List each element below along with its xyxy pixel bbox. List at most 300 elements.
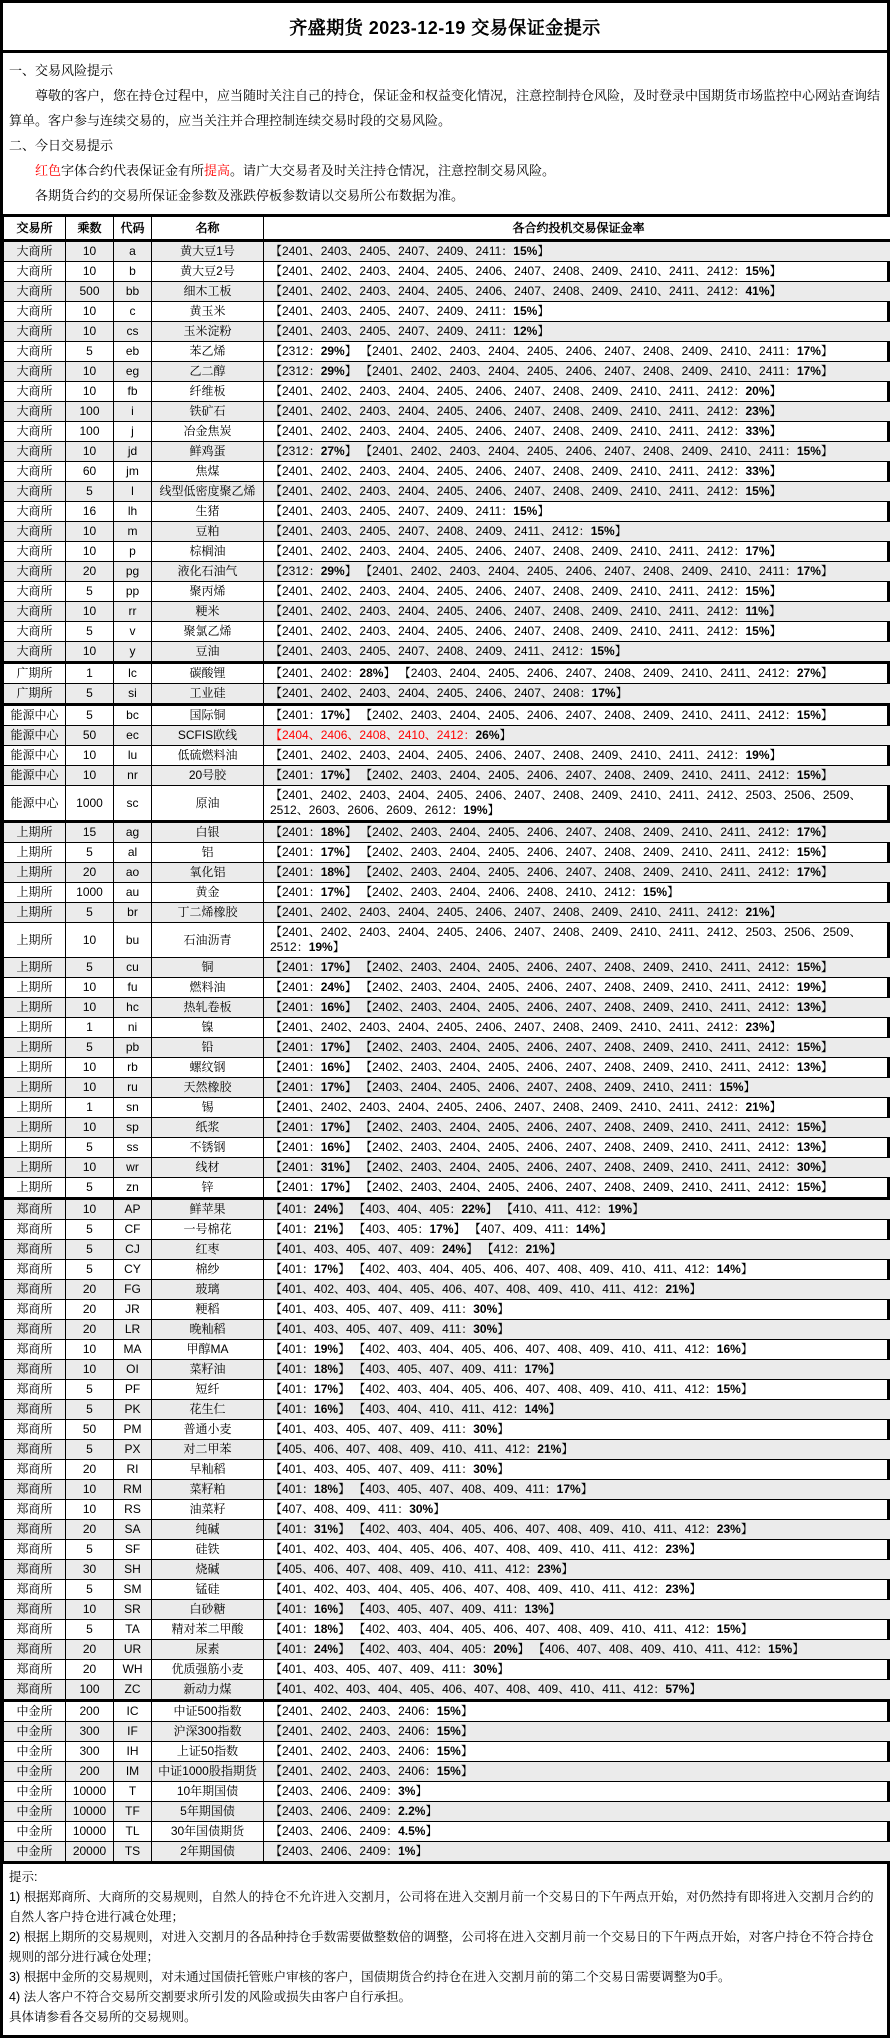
name-cell: 热轧卷板 [152, 998, 264, 1018]
table-row [4, 1300, 890, 1320]
bracket-close: 】 [821, 1160, 833, 1174]
bracket-close: 】 [741, 1522, 753, 1536]
margin-rate-value: 17% [321, 768, 345, 782]
multiplier-cell: 20 [66, 1300, 114, 1320]
contract-list: 【2401、2402、2403、2404、2405、2406、2407、2408、2409、2410、2411、2412、2503、2506、2509、2512： [270, 925, 862, 954]
contract-list: 【2401、2402、2403、2404、2405、2406、2407、2408、2409、2410、2411、2412： [270, 384, 745, 398]
name-cell: 5年期国债 [152, 1802, 264, 1822]
exchange-cell: 大商所 [4, 342, 66, 362]
contract-list: 【2401、2402、2403、2404、2405、2406、2407、2408、2409、2410、2411、2412： [270, 604, 745, 618]
bracket-close: 】 [345, 1120, 357, 1134]
contract-list: 【402、403、404、405、406、407、408、409、410、411、412： [353, 1342, 716, 1356]
contract-list: 【2401、2402： [270, 666, 359, 680]
margin-rate-value: 16% [321, 1060, 345, 1074]
table-row [4, 1380, 890, 1400]
name-cell: 甲醇MA [152, 1340, 264, 1360]
bracket-close: 】 [770, 748, 782, 762]
bracket-close: 】 [549, 1402, 561, 1416]
contract-list: 【402、403、404、405、406、407、408、409、410、411、412： [353, 1382, 716, 1396]
margin-rate-value: 15% [745, 624, 769, 638]
code-cell: v [114, 622, 152, 642]
name-cell: 红枣 [152, 1240, 264, 1260]
multiplier-cell: 20 [66, 1520, 114, 1540]
multiplier-cell: 200 [66, 1701, 114, 1722]
name-cell: 液化石油气 [152, 562, 264, 582]
bracket-close: 】 [345, 708, 357, 722]
margin-rate-value: 23% [537, 1562, 561, 1576]
multiplier-cell: 10 [66, 1360, 114, 1380]
table-row [4, 923, 890, 958]
exchange-cell: 大商所 [4, 642, 66, 663]
contract-list: 【401、402、403、404、405、406、407、408、409、410、411、412： [270, 1542, 665, 1556]
name-cell: 纸浆 [152, 1118, 264, 1138]
multiplier-cell: 10 [66, 542, 114, 562]
table-row [4, 542, 890, 562]
contract-list: 【2402、2403、2404、2405、2406、2407、2408、2409、2410、2411、2412： [360, 708, 797, 722]
margin-rate-value: 15% [797, 444, 821, 458]
multiplier-cell: 10 [66, 1158, 114, 1178]
contract-list: 【401： [270, 1202, 314, 1216]
multiplier-cell: 20 [66, 1660, 114, 1680]
margin-rate-value: 21% [745, 905, 769, 919]
margin-rates-cell [264, 822, 890, 843]
margin-rate-value: 15% [768, 1642, 792, 1656]
contract-list: 【2402、2403、2404、2405、2406、2407、2408、2409、2410、2411、2412： [360, 1060, 797, 1074]
code-cell: m [114, 522, 152, 542]
exchange-cell: 郑商所 [4, 1380, 66, 1400]
margin-rate-value: 18% [314, 1622, 338, 1636]
margin-rates-cell [264, 746, 890, 766]
code-cell: TF [114, 1802, 152, 1822]
exchange-cell: 大商所 [4, 262, 66, 282]
table-row [4, 1560, 890, 1580]
notes-heading: 提示: [9, 1867, 881, 1887]
multiplier-cell: 10 [66, 1340, 114, 1360]
multiplier-cell: 10 [66, 262, 114, 282]
margin-rate-value: 24% [442, 1242, 466, 1256]
table-row [4, 1762, 890, 1782]
code-cell: SF [114, 1540, 152, 1560]
contract-list: 【401、403、405、407、409、411： [270, 1662, 473, 1676]
table-row [4, 402, 890, 422]
contract-list: 【402、403、404、405、406、407、408、409、410、411、412： [353, 1262, 716, 1276]
margin-rate-value: 26% [475, 728, 499, 742]
margin-rate-value: 19% [314, 1342, 338, 1356]
name-cell: 铁矿石 [152, 402, 264, 422]
bracket-close: 】 [741, 1382, 753, 1396]
bracket-close: 】 [461, 1724, 473, 1738]
margin-rate-value: 17% [321, 1180, 345, 1194]
margin-rate-value: 17% [592, 686, 616, 700]
margin-rate-value: 16% [314, 1402, 338, 1416]
bracket-close: 】 [425, 1824, 437, 1838]
contract-list: 【406、407、408、409、410、411、412： [533, 1642, 768, 1656]
exchange-cell: 郑商所 [4, 1420, 66, 1440]
margin-rates-cell [264, 1802, 890, 1822]
exchange-cell: 大商所 [4, 402, 66, 422]
contract-list: 【2403、2406、2409： [270, 1844, 398, 1858]
contract-list: 【2401、2402、2403、2404、2405、2406、2407、2408、2409、2410、2411、2412： [270, 624, 745, 638]
bracket-close: 】 [561, 1442, 573, 1456]
margin-rate-value: 17% [321, 1040, 345, 1054]
paragraph-text: 字体合约代表保证金有所 [61, 163, 204, 178]
margin-rates-cell [264, 923, 890, 958]
table-row [4, 1660, 890, 1680]
margin-rate-value: 15% [591, 524, 615, 538]
margin-rates-cell [264, 998, 890, 1018]
contract-list: 【403、405： [353, 1222, 429, 1236]
margin-rates-cell [264, 1600, 890, 1620]
bracket-close: 】 [497, 1322, 509, 1336]
multiplier-cell: 5 [66, 1138, 114, 1158]
bracket-close: 】 [581, 1482, 593, 1496]
margin-rates-cell [264, 1320, 890, 1340]
contract-list: 【401： [270, 1642, 314, 1656]
margin-rates-cell [264, 1842, 890, 1863]
name-cell: 纤维板 [152, 382, 264, 402]
table-row [4, 1600, 890, 1620]
margin-rates-cell [264, 1440, 890, 1460]
contract-list: 【2401、2403、2405、2407、2409、2411： [270, 504, 513, 518]
margin-rate-value: 24% [321, 980, 345, 994]
margin-rates-cell [264, 482, 890, 502]
margin-rate-value: 17% [321, 885, 345, 899]
code-cell: TA [114, 1620, 152, 1640]
code-cell: zn [114, 1178, 152, 1199]
multiplier-cell: 5 [66, 622, 114, 642]
table-row [4, 1742, 890, 1762]
contract-list-raised: 【2404、2406、2408、2410、2412： [270, 728, 475, 742]
margin-rate-value: 13% [797, 1140, 821, 1154]
note-item: 2) 根据上期所的交易规则，对进入交割月的各品种持仓手数需要做整数倍的调整，公司将在进入交割月前一个交易日的下午两点开始，对客户持仓不符合持仓规则的部分进行减仓处理； [9, 1927, 881, 1967]
table-row [4, 1500, 890, 1520]
margin-rate-value: 13% [797, 1060, 821, 1074]
margin-rate-value: 15% [797, 1180, 821, 1194]
contract-list: 【403、405、407、409、411： [353, 1602, 524, 1616]
contract-list: 【2401、2402、2403、2404、2405、2406、2407、2408、2409、2410、2411： [360, 344, 797, 358]
margin-rate-value: 22% [462, 1202, 486, 1216]
bracket-close: 】 [461, 1704, 473, 1718]
bracket-close: 】 [466, 1242, 478, 1256]
bracket-close: 】 [821, 666, 833, 680]
contract-list: 【2401、2403、2405、2407、2408、2409、2411、2412： [270, 524, 591, 538]
bracket-close: 】 [792, 1642, 804, 1656]
contract-list: 【401： [270, 1262, 314, 1276]
code-cell: au [114, 883, 152, 903]
margin-rates-cell [264, 342, 890, 362]
margin-rates-cell [264, 1540, 890, 1560]
code-cell: IC [114, 1701, 152, 1722]
contract-list: 【401、403、405、407、409、411： [270, 1322, 473, 1336]
margin-rate-value: 17% [797, 364, 821, 378]
margin-rates-cell [264, 1420, 890, 1440]
code-cell: pg [114, 562, 152, 582]
code-cell: IM [114, 1762, 152, 1782]
table-row [4, 622, 890, 642]
margin-rate-value: 17% [797, 344, 821, 358]
table-row [4, 1078, 890, 1098]
table-row [4, 1842, 890, 1863]
multiplier-cell: 10 [66, 302, 114, 322]
exchange-cell: 郑商所 [4, 1460, 66, 1480]
code-cell: ao [114, 863, 152, 883]
margin-rate-value: 17% [321, 1080, 345, 1094]
multiplier-cell: 5 [66, 1220, 114, 1240]
multiplier-cell: 10 [66, 241, 114, 262]
name-cell: 20号胶 [152, 766, 264, 786]
name-cell: 黄大豆1号 [152, 241, 264, 262]
code-cell: CF [114, 1220, 152, 1240]
multiplier-cell: 5 [66, 903, 114, 923]
bracket-close: 】 [383, 666, 395, 680]
code-cell: SR [114, 1600, 152, 1620]
contract-list: 【407、409、411： [469, 1222, 576, 1236]
name-cell: 碳酸锂 [152, 663, 264, 684]
name-cell: 30年国债期货 [152, 1822, 264, 1842]
exchange-cell: 中金所 [4, 1762, 66, 1782]
margin-rate-value: 13% [797, 1000, 821, 1014]
multiplier-cell: 10 [66, 978, 114, 998]
bracket-close: 】 [486, 1202, 498, 1216]
bracket-close: 】 [345, 1160, 357, 1174]
code-cell: bu [114, 923, 152, 958]
name-cell: 鲜鸡蛋 [152, 442, 264, 462]
contract-list: 【2312： [270, 444, 321, 458]
table-row [4, 482, 890, 502]
name-cell: 黄大豆2号 [152, 262, 264, 282]
margin-rates-cell [264, 1742, 890, 1762]
exchange-cell: 中金所 [4, 1722, 66, 1742]
name-cell: 铅 [152, 1038, 264, 1058]
margin-rates-cell [264, 1360, 890, 1380]
margin-rate-value: 14% [717, 1262, 741, 1276]
multiplier-cell: 10 [66, 923, 114, 958]
bracket-close: 】 [345, 1060, 357, 1074]
code-cell: MA [114, 1340, 152, 1360]
exchange-cell: 大商所 [4, 502, 66, 522]
code-cell: RM [114, 1480, 152, 1500]
name-cell: 氧化铝 [152, 863, 264, 883]
multiplier-cell: 5 [66, 1400, 114, 1420]
multiplier-cell: 10000 [66, 1822, 114, 1842]
margin-rates-cell [264, 622, 890, 642]
table-row [4, 1058, 890, 1078]
header-margin-rates: 各合约投机交易保证金率 [264, 216, 890, 241]
margin-rate-value: 16% [314, 1602, 338, 1616]
contract-list: 【405、406、407、408、409、410、411、412： [270, 1562, 537, 1576]
name-cell: 棕榈油 [152, 542, 264, 562]
code-cell: b [114, 262, 152, 282]
name-cell: 苯乙烯 [152, 342, 264, 362]
table-row [4, 1620, 890, 1640]
margin-rate-value: 30% [473, 1322, 497, 1336]
margin-rate-value: 31% [321, 1160, 345, 1174]
name-cell: 尿素 [152, 1640, 264, 1660]
name-cell: 锌 [152, 1178, 264, 1199]
table-row [4, 843, 890, 863]
margin-rate-value: 15% [797, 845, 821, 859]
exchange-cell: 大商所 [4, 442, 66, 462]
exchange-cell: 郑商所 [4, 1240, 66, 1260]
margin-rates-cell [264, 642, 890, 663]
contract-list: 【2401、2402、2403、2404、2405、2406、2407、2408、2409、2410、2411、2412： [270, 1020, 745, 1034]
bracket-close: 】 [549, 1602, 561, 1616]
margin-rate-value: 16% [321, 1000, 345, 1014]
bracket-close: 】 [338, 1482, 350, 1496]
multiplier-cell: 10 [66, 998, 114, 1018]
name-cell: 豆粕 [152, 522, 264, 542]
contract-list: 【401、403、405、407、409、411： [270, 1422, 473, 1436]
contract-list: 【2402、2403、2404、2405、2406、2407、2408、2409、2410、2411、2412： [360, 960, 797, 974]
margin-rates-cell [264, 958, 890, 978]
code-cell: IF [114, 1722, 152, 1742]
code-cell: RS [114, 1500, 152, 1520]
contract-list: 【2402、2403、2404、2405、2406、2407、2408、2409、2410、2411、2412： [360, 1180, 797, 1194]
table-row [4, 582, 890, 602]
exchange-cell: 郑商所 [4, 1660, 66, 1680]
contract-list: 【2402、2403、2404、2405、2406、2407、2408、2409、2410、2411、2412： [360, 768, 797, 782]
note-item: 4) 法人客户不符合交易所交割要求所引发的风险或损失由客户自行承担。 [9, 1987, 881, 2007]
bracket-close: 】 [488, 803, 500, 817]
margin-rates-cell [264, 1340, 890, 1360]
code-cell: WH [114, 1660, 152, 1680]
bracket-close: 】 [461, 1744, 473, 1758]
contract-list: 【2401、2402、2403、2404、2405、2406、2407、2408、2409、2410、2411、2412： [270, 584, 745, 598]
multiplier-cell: 1 [66, 1098, 114, 1118]
margin-rate-value: 33% [745, 464, 769, 478]
margin-rate-value: 12% [513, 324, 537, 338]
exchange-cell: 大商所 [4, 422, 66, 442]
contract-list: 【2401、2402、2403、2404、2405、2406、2407、2408、2409、2410、2411、2412： [270, 424, 745, 438]
contract-list: 【401： [270, 1522, 314, 1536]
exchange-cell: 郑商所 [4, 1199, 66, 1220]
margin-rates-cell [264, 1098, 890, 1118]
contract-list: 【2401、2402、2403、2404、2405、2406、2407、2408、2409、2410、2411： [360, 444, 797, 458]
name-cell: 豆油 [152, 642, 264, 663]
bracket-close: 】 [338, 1402, 350, 1416]
code-cell: hc [114, 998, 152, 1018]
code-cell: eg [114, 362, 152, 382]
name-cell: 低硫燃料油 [152, 746, 264, 766]
margin-rate-value: 11% [745, 604, 768, 618]
bracket-close: 】 [345, 825, 357, 839]
multiplier-cell: 10 [66, 602, 114, 622]
table-row [4, 1220, 890, 1240]
name-cell: 乙二醇 [152, 362, 264, 382]
contract-list: 【2403、2404、2405、2406、2407、2408、2409、2410、2411： [360, 1080, 719, 1094]
margin-rate-value: 17% [321, 708, 345, 722]
margin-rate-value: 23% [745, 404, 769, 418]
exchange-cell: 郑商所 [4, 1320, 66, 1340]
bracket-close: 】 [741, 1262, 753, 1276]
margin-rates-cell [264, 663, 890, 684]
table-row [4, 562, 890, 582]
margin-rate-value: 31% [314, 1522, 338, 1536]
bracket-close: 】 [497, 1662, 509, 1676]
margin-rates-cell [264, 562, 890, 582]
multiplier-cell: 10 [66, 522, 114, 542]
bracket-close: 】 [338, 1342, 350, 1356]
multiplier-cell: 5 [66, 1540, 114, 1560]
exchange-cell: 中金所 [4, 1842, 66, 1863]
today-highlight-paragraph [9, 158, 881, 183]
name-cell: 沪深300指数 [152, 1722, 264, 1742]
name-cell: 黄金 [152, 883, 264, 903]
name-cell: 纯碱 [152, 1520, 264, 1540]
table-row [4, 663, 890, 684]
bracket-close: 】 [537, 304, 549, 318]
multiplier-cell: 5 [66, 1260, 114, 1280]
exchange-cell: 能源中心 [4, 746, 66, 766]
bracket-close: 】 [461, 1764, 473, 1778]
exchange-cell: 上期所 [4, 822, 66, 843]
multiplier-cell: 5 [66, 1240, 114, 1260]
margin-rates-cell [264, 1620, 890, 1640]
exchange-cell: 上期所 [4, 958, 66, 978]
bracket-close: 】 [770, 384, 782, 398]
bracket-close: 】 [689, 1282, 701, 1296]
bracket-close: 】 [550, 1242, 562, 1256]
bracket-close: 】 [537, 324, 549, 338]
margin-rate-value: 17% [557, 1482, 581, 1496]
bracket-close: 】 [615, 644, 627, 658]
code-cell: pb [114, 1038, 152, 1058]
margin-rate-value: 13% [525, 1602, 549, 1616]
multiplier-cell: 5 [66, 705, 114, 726]
contract-list: 【2402、2403、2404、2406、2408、2410、2412： [360, 885, 643, 899]
code-cell: fb [114, 382, 152, 402]
table-row [4, 998, 890, 1018]
exchange-cell: 郑商所 [4, 1280, 66, 1300]
multiplier-cell: 100 [66, 402, 114, 422]
contract-list: 【2401： [270, 825, 321, 839]
risk-paragraph: 尊敬的客户，您在持仓过程中，应当随时关注自己的持仓，保证金和权益变化情况，注意控制持仓风险，及时登录中国期货市场监控中心网站查询结算单。客户参与连续交易的，应当关注并合理控制连续交易时段的交易风险。 [9, 83, 881, 133]
name-cell: 冶金焦炭 [152, 422, 264, 442]
table-row [4, 705, 890, 726]
contract-list: 【403、405、407、408、409、411： [353, 1482, 556, 1496]
bracket-close: 】 [345, 344, 357, 358]
code-cell: sc [114, 786, 152, 822]
exchange-cell: 大商所 [4, 482, 66, 502]
bracket-close: 】 [345, 364, 357, 378]
bracket-close: 】 [338, 1602, 350, 1616]
table-row [4, 1158, 890, 1178]
contract-list: 【401、402、403、404、405、406、407、408、409、410、411、412： [270, 1582, 665, 1596]
code-cell: SH [114, 1560, 152, 1580]
table-row [4, 1722, 890, 1742]
contract-list: 【407、408、409、411： [270, 1502, 409, 1516]
margin-rate-value: 14% [525, 1402, 549, 1416]
margin-rates-cell [264, 1560, 890, 1580]
header-code: 代码 [114, 216, 152, 241]
margin-rates-cell [264, 1701, 890, 1722]
multiplier-cell: 10 [66, 322, 114, 342]
exchange-cell: 郑商所 [4, 1640, 66, 1660]
multiplier-cell: 20 [66, 863, 114, 883]
multiplier-cell: 20000 [66, 1842, 114, 1863]
multiplier-cell: 10 [66, 642, 114, 663]
bracket-close: 】 [769, 604, 781, 618]
contract-list: 【401、403、405、407、409、411： [270, 1302, 473, 1316]
bracket-close: 】 [345, 865, 357, 879]
multiplier-cell: 5 [66, 582, 114, 602]
margin-rates-cell [264, 442, 890, 462]
contract-list: 【2403、2406、2409： [270, 1804, 398, 1818]
exchange-cell: 郑商所 [4, 1600, 66, 1620]
code-cell: sp [114, 1118, 152, 1138]
exchange-cell: 大商所 [4, 382, 66, 402]
table-row [4, 322, 890, 342]
